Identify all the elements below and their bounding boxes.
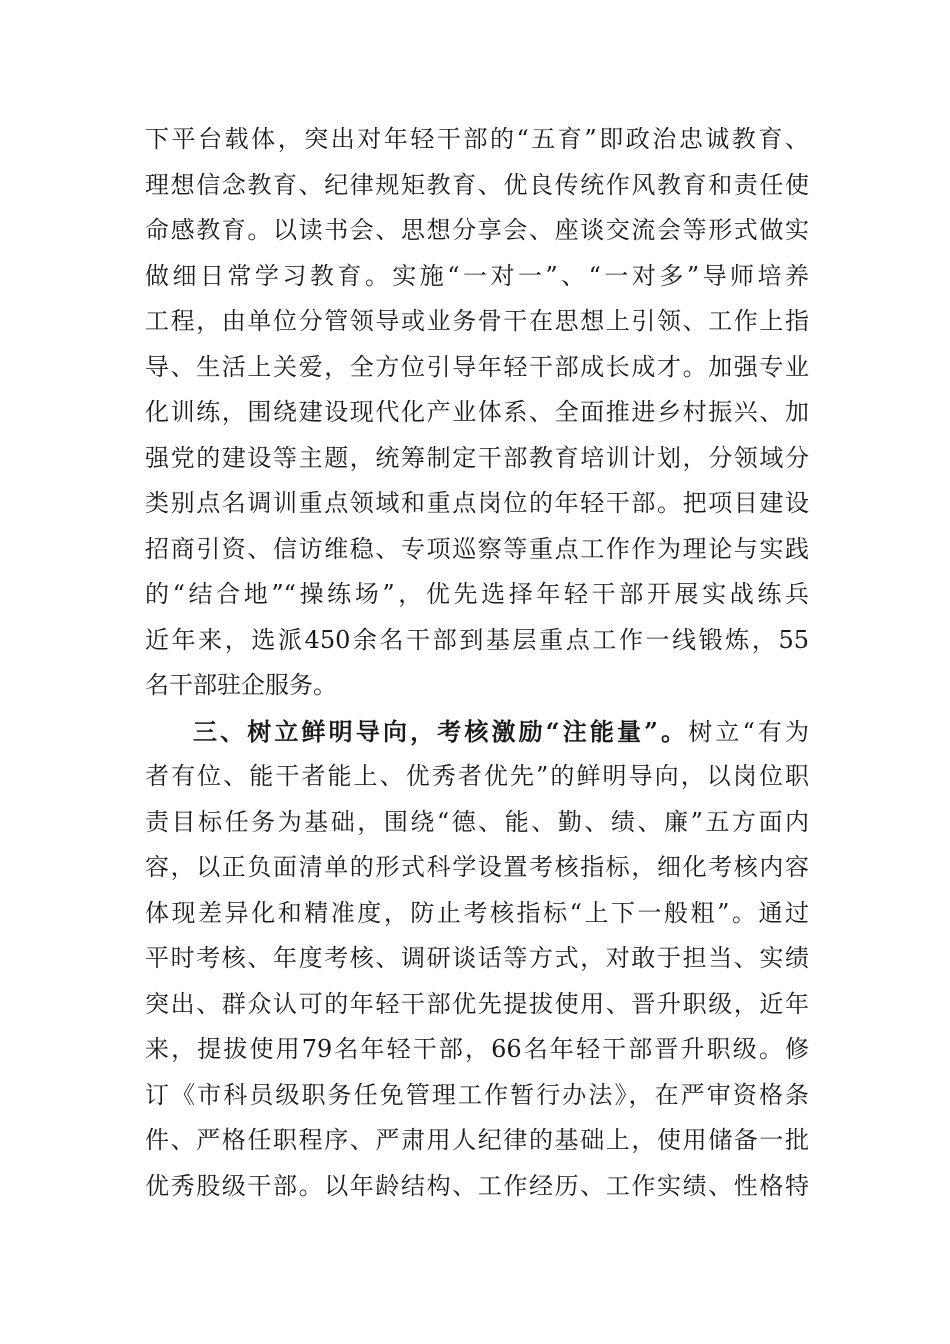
- section-heading: 三、树立鲜明导向，考核激励“注能量”。: [193, 716, 689, 746]
- text-line: 名干部驻企服务。: [145, 671, 337, 699]
- text-line: 来，提拔使用79名年轻干部，66名年轻干部晋升职级。修: [145, 1035, 809, 1063]
- paragraph-1: [145, 117, 809, 709]
- text-line: 做细日常学习教育。实施“一对一”、“一对多”导师培养: [145, 261, 809, 290]
- text-line: 强党的建设等主题，统筹制定干部教育培训计划，分领域分: [145, 443, 809, 472]
- text-line: 的“结合地”“操练场”，优先选择年轻干部开展实战练兵: [145, 580, 809, 608]
- section-heading-continuation: 树立“有为: [688, 717, 809, 746]
- text-line: 化训练，围绕建设现代化产业体系、全面推进乡村振兴、加: [145, 398, 809, 426]
- text-line: 工程，由单位分管领导或业务骨干在思想上引领、工作上指: [145, 307, 809, 335]
- text-line: 平时考核、年度考核、调研谈话等方式，对敢于担当、实绩: [145, 944, 809, 972]
- text-line: 招商引资、信访维稳、专项巡察等重点工作作为理论与实践: [145, 534, 809, 563]
- body-text: [145, 117, 809, 1209]
- text-line: 突出、群众认可的年轻干部优先提拔使用、晋升职级，近年: [145, 989, 809, 1018]
- text-line: 类别点名调训重点领域和重点岗位的年轻干部。把项目建设: [145, 489, 809, 517]
- text-line: 下平台载体，突出对年轻干部的“五育”即政治忠诚教育、: [145, 125, 809, 153]
- text-line: 责目标任务为基础，围绕“德、能、勤、绩、廉”五方面内: [145, 807, 809, 836]
- text-line: 理想信念教育、纪律规矩教育、优良传统作风教育和责任使: [145, 170, 809, 199]
- text-line: 订《市科员级职务任免管理工作暂行办法》，在严审资格条: [145, 1080, 809, 1109]
- text-line: 命感教育。以读书会、思想分享会、座谈交流会等形式做实: [145, 216, 809, 244]
- text-line: 近年来，选派450余名干部到基层重点工作一线锻炼，55: [145, 625, 809, 654]
- text-line: 优秀股级干部。以年龄结构、工作经历、工作实绩、性格特: [145, 1171, 809, 1200]
- text-line: 导、生活上关爱，全方位引导年轻干部成长成才。加强专业: [145, 352, 809, 381]
- text-line: 件、严格任职程序、严肃用人纪律的基础上，使用储备一批: [145, 1126, 809, 1154]
- text-line: 体现差异化和精准度，防止考核指标“上下一般粗”。通过: [145, 898, 809, 927]
- text-line: 者有位、能干者能上、优秀者优先”的鲜明导向，以岗位职: [145, 762, 809, 790]
- section-first-line: [145, 709, 809, 755]
- paragraph-2: [145, 709, 809, 1210]
- text-line: 容，以正负面清单的形式科学设置考核指标，细化考核内容: [145, 853, 809, 881]
